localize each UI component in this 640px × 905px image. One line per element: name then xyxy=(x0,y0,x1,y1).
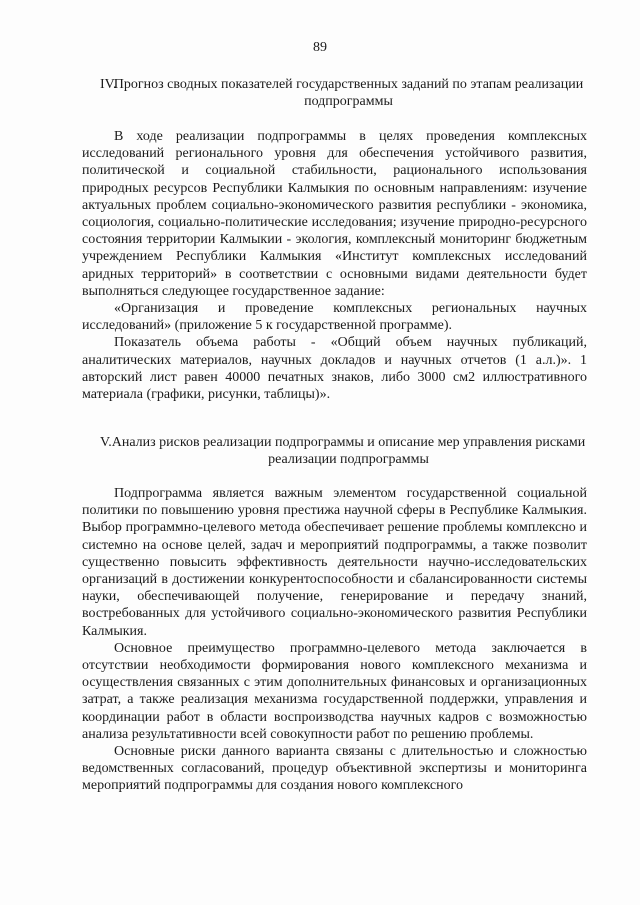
section-4-title: Прогноз сводных показателей государственных заданий по этапам реализации подпрограммы xyxy=(113,77,584,109)
section-4-paragraph-1: В ходе реализации подпрограммы в целях проведения комплексных исследований регионального уровня для обеспечения устойчивого развития, политической и социальной стабильности, рационального использования природных ресурсов Республики Калмыкия по основным направлениям: изучение актуальных проблем социально-экономического развития республики - экономика, социология, социально-политические исследования; изучение природно-ресурсного состояния территории Калмыкии - экология, комплексный мониторинг бюджетным учреждением Республики Калмыкия «Институт комплексных исследований аридных территорий» в соответствии с основными видами деятельности будет выполняться следующее государственное задание: xyxy=(82,129,587,299)
section-4-paragraph-2: «Организация и проведение комплексных региональных научных исследований» (приложение 5 к государственной программе). xyxy=(82,301,587,334)
section-5-title: Анализ рисков реализации подпрограммы и описание мер управления рисками реализации подпрограммы xyxy=(111,435,586,467)
section-5-body xyxy=(82,485,587,795)
section-5-paragraph-1: Подпрограмма является важным элементом государственной социальной политики по повышению уровня престижа научной сферы в Республике Калмыкия. Выбор программно-целевого метода обеспечивает решение проблемы комплексно и системно на основе целей, задач и мероприятий подпрограммы, а также позволит существенно повысить эффективность деятельности научно-исследовательских организаций в достижении конкурентоспособности и сбалансированности системы науки, обеспечивающей получение, генерирование и передачу знаний, востребованных для устойчивого социально-экономического развития Республики Калмыкия. xyxy=(82,486,587,639)
section-4-paragraph-3: Показатель объема работы - «Общий объем научных публикаций, аналитических материалов, научных докладов и научных отчетов (1 а.л.)». 1 авторский лист равен 40000 печатных знаков, либо 3000 см2 иллюстративного материала (графики, рисунки, таблицы)». xyxy=(82,335,587,403)
section-4-body xyxy=(82,128,587,403)
section-4-heading xyxy=(82,76,587,110)
section-5-number: V. xyxy=(100,435,112,450)
section-4-number: IV. xyxy=(100,77,117,92)
page-number: 89 xyxy=(313,40,327,55)
section-5-heading xyxy=(82,434,587,468)
section-5-paragraph-3: Основные риски данного варианта связаны с длительностью и сложностью ведомственных согласований, процедур объективной экспертизы и мониторинга мероприятий подпрограммы для создания нового комплексного xyxy=(82,744,587,794)
section-5-paragraph-2: Основное преимущество программно-целевого метода заключается в отсутствии необходимости формирования нового комплексного механизма и осуществления связанных с этим дополнительных финансовых и организационных затрат, а также реализация механизма государственной поддержки, управления и координации работ в области воспроизводства научных кадров с возможностью анализа результативности всей совокупности работ по решению проблемы. xyxy=(82,640,587,742)
